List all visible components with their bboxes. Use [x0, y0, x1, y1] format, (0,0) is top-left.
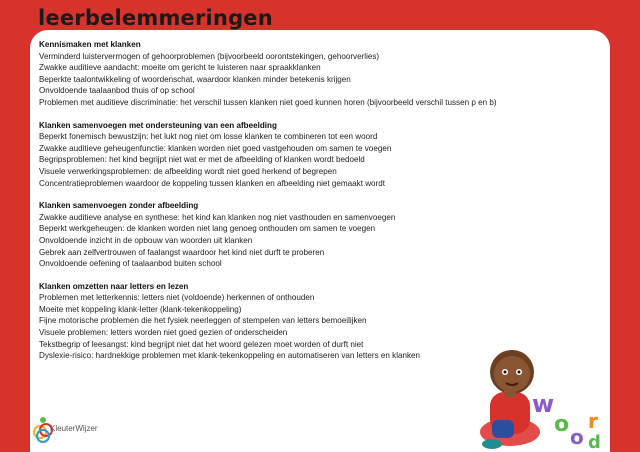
list-item: Visuele verwerkingsproblemen: de afbeelding wordt niet goed herkend of begrepen [39, 166, 337, 176]
section-heading: Klanken samenvoegen met ondersteuning van een afbeelding [39, 120, 277, 130]
list-item: Problemen met letterkennis: letters niet (voldoende) herkennen of onthouden [39, 293, 315, 303]
list-item: Concentratieproblemen waardoor de koppeling tussen klanken en afbeelding niet gemaakt wordt [39, 178, 386, 188]
section-heading: Kennismaken met klanken [39, 40, 141, 49]
logo-text: KleuterWijzer [50, 424, 98, 433]
kleuterwijzer-logo [32, 414, 112, 444]
list-item: Zwakke auditieve geheugenfunctie: klanken worden niet goed vastgehouden om samen te voegen [39, 143, 392, 153]
list-item: Zwakke auditieve aandacht: moeite om gericht te luisteren naar spraakklanken [39, 63, 321, 73]
letter-d: d [588, 432, 601, 452]
list-item: Fijne motorische problemen die het fysiek neerleggen of stempelen van letters bemoeilijken [39, 316, 367, 326]
content [39, 39, 599, 373]
section-heading: Klanken omzetten naar letters en lezen [39, 281, 189, 291]
letter-o: o [554, 412, 570, 437]
list-item: Onvoldoende inzicht in de opbouw van woorden uit klanken [39, 235, 253, 245]
list-item: Tekstbegrip of leesangst: kind begrijpt niet dat het woord gelezen moet worden of durft niet [39, 339, 364, 349]
content-card [30, 30, 610, 452]
list-item: Verminderd luistervermogen of gehoorproblemen (bijvoorbeeld oorontstekingen, gehoorverlies) [39, 51, 380, 61]
section-kennismaken [39, 39, 599, 109]
child-with-letters-illustration [470, 332, 610, 452]
list-item: Beperkt werkgeheugen: de klanken worden niet lang genoeg onthouden om samen te voegen [39, 224, 376, 234]
letter-w: w [532, 390, 555, 418]
list-item: Onvoldoende taalaanbod thuis of op school [39, 86, 195, 96]
list-item: Visuele problemen: letters worden niet goed gezien of onderscheiden [39, 328, 288, 338]
list-item: Moeite met koppeling klank-letter (klank-tekenkoppeling) [39, 304, 242, 314]
section-heading: Klanken samenvoegen zonder afbeelding [39, 201, 199, 211]
section-zonder-afbeelding [39, 200, 599, 270]
list-item: Problemen met auditieve discriminatie: het verschil tussen klanken niet goed kunnen horen (bijvoorbeeld verschil tussen p en b) [39, 97, 497, 107]
list-item: Gebrek aan zelfvertrouwen of faalangst waardoor het kind niet durft te proberen [39, 247, 325, 257]
list-item: Zwakke auditieve analyse en synthese: het kind kan klanken nog niet vasthouden en samenvoegen [39, 212, 396, 222]
letter-r: r [588, 409, 598, 433]
list-item: Onvoldoende oefening of taalaanbod buiten school [39, 259, 222, 269]
section-met-afbeelding [39, 120, 599, 190]
list-item: Begripsproblemen: het kind begrijpt niet wat er met de afbeelding of klanken wordt bedoeld [39, 155, 365, 165]
list-item: Beperkt fonemisch bewustzijn: het lukt nog niet om losse klanken te combineren tot een woord [39, 132, 378, 142]
page-title: leerbelemmeringen [38, 6, 273, 30]
list-item: Dyslexie-risico: hardnekkige problemen met klank-tekenkoppeling en automatiseren van letters en klanken [39, 351, 421, 361]
list-item: Beperkte taalontwikkeling of woordenschat, waardoor klanken minder betekenis krijgen [39, 74, 351, 84]
letter-o-second: o [570, 425, 584, 449]
